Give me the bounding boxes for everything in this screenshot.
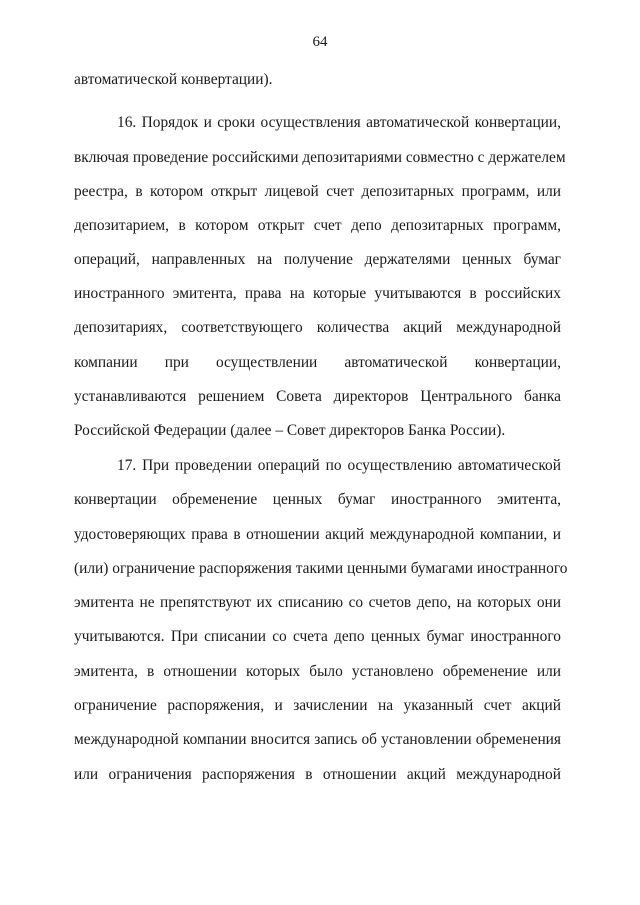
text-line: учитываются. При списании со счета депо ценных бумаг иностранного [74,628,561,645]
paragraph-17-first-line: 17. При проведении операций по осуществлению автоматической [117,457,561,474]
text-line: конвертации обременение ценных бумаг иностранного эмитента, [74,491,561,508]
text-line: эмитента не препятствуют их списанию со счетов депо, на которых они [74,594,561,611]
text-line: включая проведение российскими депозитариями совместно с держателем [74,149,566,166]
text-line: международной компании вносится запись об установлении обременения [74,731,561,748]
text-line: компании при осуществлении автоматической конвертации, [74,354,561,371]
text-line: операций, направленных на получение держателями ценных бумаг [74,251,561,268]
text-line: реестра, в котором открыт лицевой счет депозитарных программ, или [74,183,561,200]
paragraph-16-first-line: 16. Порядок и сроки осуществления автоматической конвертации, [117,114,561,131]
text-line: иностранного эмитента, права на которые учитываются в российских [74,285,561,302]
text-line: депозитарием, в котором открыт счет депо депозитарных программ, [74,217,561,234]
text-line: Российской Федерации (далее – Совет директоров Банка России). [74,422,506,439]
text-line: автоматической конвертации). [74,71,273,88]
text-line: эмитента, в отношении которых было установлено обременение или [74,663,561,680]
text-line: (или) ограничение распоряжения такими ценными бумагами иностранного [74,560,568,577]
text-line: устанавливаются решением Совета директоров Центрального банка [74,388,561,405]
text-line: депозитариях, соответствующего количества акций международной [74,319,561,336]
text-line: ограничение распоряжения, и зачислении на указанный счет акций [74,697,561,714]
text-line: удостоверяющих права в отношении акций международной компании, и [74,526,561,543]
page-number: 64 [312,34,328,50]
text-line: или ограничения распоряжения в отношении акций международной [74,766,561,783]
